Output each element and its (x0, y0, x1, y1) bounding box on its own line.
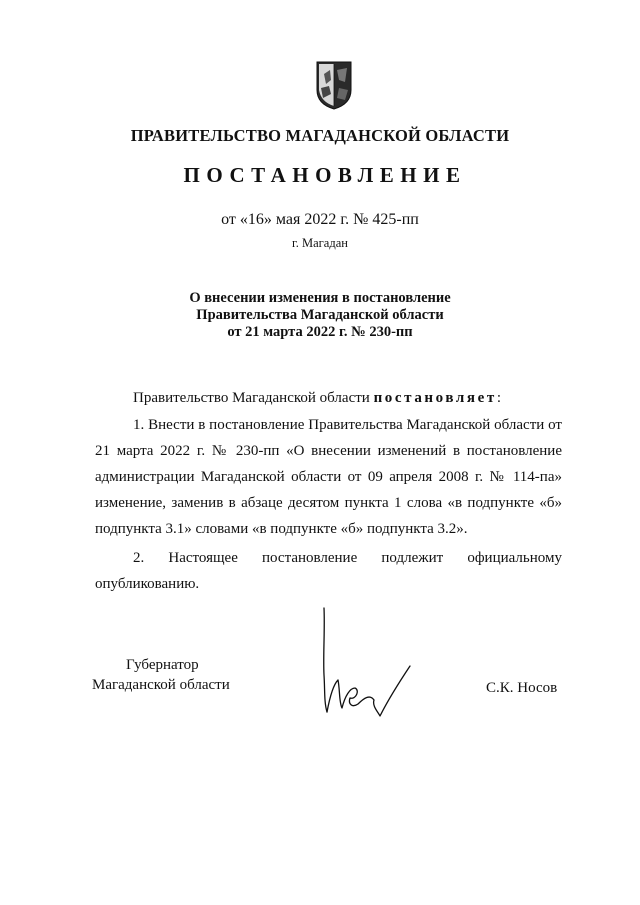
date-and-number: от «16» мая 2022 г. № 425-пп (221, 211, 419, 228)
title-line: О внесении изменения в постановление (189, 290, 451, 306)
document-type: ПОСТАНОВЛЕНИЕ (183, 163, 467, 187)
intro-prefix: Правительство Магаданской области (133, 390, 374, 406)
intro-line (133, 385, 501, 411)
signer-position-line: Магаданской области (92, 677, 230, 693)
signer-name: С.К. Носов (486, 680, 558, 696)
paragraph-2: 2. Настоящее постановление подлежит официальному опубликованию. (95, 550, 562, 592)
document-title (0, 290, 640, 341)
city: г. Магадан (292, 236, 348, 250)
signer-position-line: Губернатор (126, 657, 199, 673)
handwritten-signature (312, 600, 422, 725)
signer-position (92, 655, 230, 695)
intro-suffix: : (496, 390, 502, 406)
organization-name: ПРАВИТЕЛЬСТВО МАГАДАНСКОЙ ОБЛАСТИ (130, 126, 510, 145)
title-line: Правительства Магаданской области (196, 307, 444, 323)
intro-keyword: постановляет (373, 390, 497, 406)
title-line: от 21 марта 2022 г. № 230-пп (227, 324, 413, 340)
paragraph-1: 1. Внести в постановление Правительства Магаданской области от 21 марта 2022 г. № 230-пп «О внесении изменений в постановление администрации Магаданской области от 09 апреля 2008 г. № 114-па» изменение, заменив в абзаце десятом пункта 1 слова «в подпункте «б» подпункта 3.1» словами «в подпункте «б» подпункта 3.2». (95, 417, 562, 537)
coat-of-arms-icon (315, 60, 353, 110)
